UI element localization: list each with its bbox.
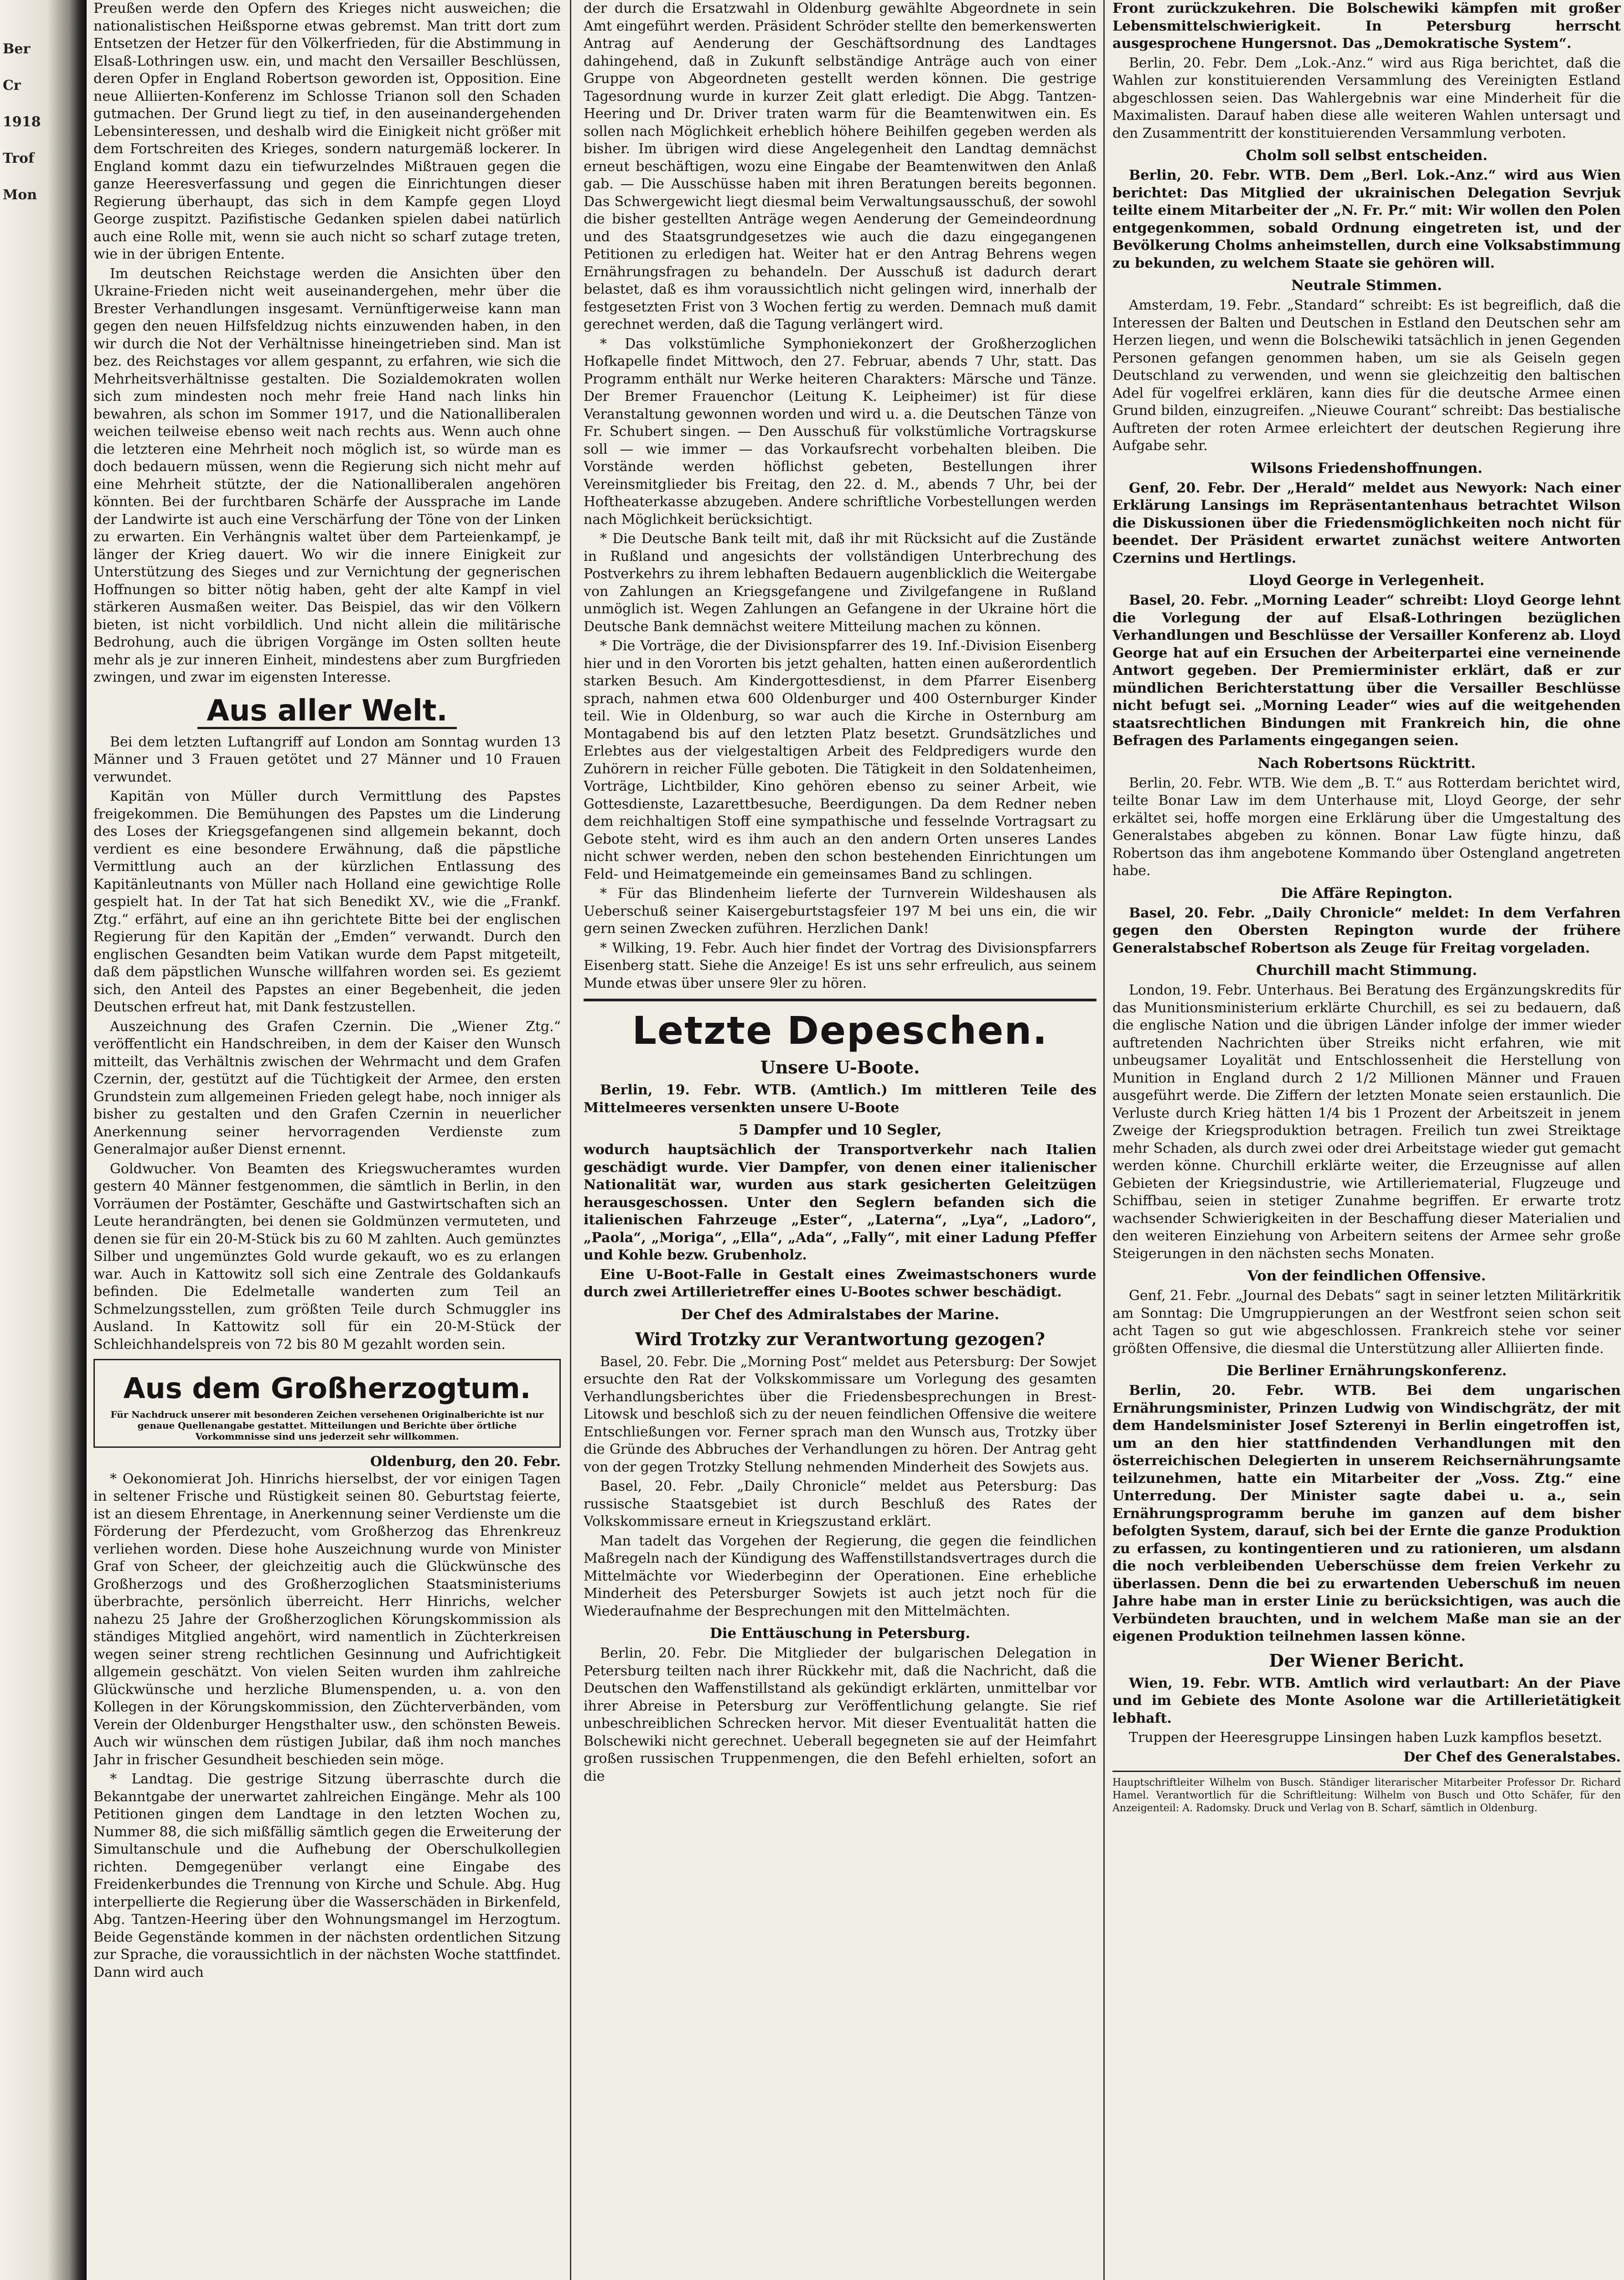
column-rule <box>1103 0 1105 2280</box>
dispatch: Man tadelt das Vorgehen der Regierung, die gegen die feindlichen Maßregeln nach der Kündigung des Waffenstillstandsvertrages durch die Mittelmächte vor Wiederbeginn der Operationen. Eine erhebliche Minderheit des Petersburger Sowjets ist auch jetzt noch für die Wiederaufnahme der Besprechungen mit den Mittelmächten. <box>584 1533 1096 1619</box>
dispatch: Genf, 20. Febr. Der „Herald“ meldet aus Newyork: Nach einer Erklärung Lansings im Repräsentantenhaus betrachtet Wilson die Diskussionen über die Friedensmöglichkeiten noch nicht für beendet. Der Präsident erwartet zunächst weitere Antworten Czernins und Hertlings. <box>1112 480 1621 566</box>
dispatch: Berlin, 20. Febr. WTB. Bei dem ungarischen Ernährungsminister, Prinzen Ludwig von Windischgrätz, der mit dem Handelsminister Josef Szterenyi in Berlin eingetroffen ist, um an den hier stattfindenden Verhandlungen mit den österreichischen Delegierten in unserem Reichsernährungsamte teilzunehmen, hatte ein Mitarbeiter der „Voss. Ztg.“ eine Unterredung. Der Minister sagte dabei u. a., sein Ernährungsprogramm beruhe im ganzen auf dem bisher befolgten System, darauf, sich bei der Ernte die ganze Produktion zu erfassen, zu kontingentieren und zu rationieren, um alsdann die noch verbleibenden Ueberschüsse dem freien Verkehr zu überlassen. Denn die bei zu erwartenden Ueberschuß im neuen Jahre habe man in erster Linie zu berücksichtigen, was auch die Verbündeten brauchten, und in welchem Maße man sie an der eigenen Produktion teilnehmen lassen könne. <box>1112 1383 1621 1644</box>
dispatch: Basel, 20. Febr. „Daily Chronicle“ meldet aus Petersburg: Das russische Staatsgebiet ist durch Beschluß des Rates der Volkskommissare erneut in Kriegszustand erklärt. <box>584 1478 1096 1530</box>
dispatch: Berlin, 20. Febr. Dem „Lok.-Anz.“ wird aus Riga berichtet, daß die Wahlen zur konstituierenden Versammlung des Vereinigten Estland abgeschlossen seien. Das Wahlergebnis war eine Minderheit für die Maximalisten. Darauf haben diese alle weiteren Wahlen untersagt und den Zusammentritt der konstituierenden Versammlung verboten. <box>1112 55 1621 141</box>
gutter-text <box>3 41 53 223</box>
news-item: * Die Deutsche Bank teilt mit, daß ihr mit Rücksicht auf die Zustände in Rußland und angesichts der vollständigen Unterbrechung des Postverkehrs zu ihrem lebhaften Bedauern augenblicklich die Weitergabe von Zahlungen an Kriegsgefangene und Zivilgefangene in Rußland unmöglich ist. Wegen Zahlungen an Gefangene in der Ukraine hört die Deutsche Bank demnächst weitere Mitteilung machen zu können. <box>584 531 1096 635</box>
subheading: Lloyd George in Verlegenheit. <box>1248 572 1485 589</box>
news-item: Auszeichnung des Grafen Czernin. Die „Wiener Ztg.“ veröffentlicht ein Handschreiben, in dem der Kaiser den Wunsch mitteilt, das Verhältnis zwischen der Wehrmacht und dem Grafen Czernin, der, gestützt auf die Tüchtigkeit der Armee, den ersten Grundstein zum allgemeinen Frieden gelegt habe, noch inniger als bisher zu gestalten und den Grafen Czernin in neuerlicher Anerkennung seiner hervorragenden Verdienste zum Generalmajor außer Dienst ernennt. <box>93 1018 561 1158</box>
dispatch: London, 19. Febr. Unterhaus. Bei Beratung des Ergänzungskredits für das Munitionsministerium erklärte Churchill, es sei zu bedauern, daß die englische Nation und die übrigen Länder infolge der immer wieder auftretenden Nachrichten über Streiks nicht erfahren, wie mit unbeugsamer Loyalität und Entschlossenheit die Herstellung von Munition in England durch 2 1/2 Millionen Männer und Frauen ausgeführt werde. Die Ziffern der letzten Monate seien erstaunlich. Die Verluste durch Krieg hätten 1/4 bis 1 Prozent der Arbeitszeit in jenem Zweige der Kriegsproduktion betragen. Freilich tun zwei Streiktage mehr Schaden, als durch zwei oder drei Arbeitstage wieder gut gemacht werden könne. Churchill erklärte weiter, die Erzeugnisse auf allen Gebieten der Kriegsindustrie, wie Artilleriematerial, Flugzeuge und Schiffbau, seien in stetiger Zunahme begriffen. Er erwarte trotz wachsender Schwierigkeiten in der Beschaffung dieser Materialien und den weiteren Einziehung von Arbeitern seitens der Armee sehr große Steigerungen in den nächsten sechs Monaten. <box>1112 982 1621 1262</box>
subheading: Die Berliner Ernährungskonferenz. <box>1226 1363 1507 1379</box>
subheading: Wird Trotzky zur Verantwortung gezogen? <box>635 1328 1045 1349</box>
column-3 <box>1112 0 1621 2280</box>
news-item: * Landtag. Die gestrige Sitzung überraschte durch die Bekanntgabe der unerwartet zahlreichen Eingänge. Mehr als 100 Petitionen gingen dem Landtage in den letzten Wochen zu, Nummer 88, die sich mißfällig sämtlich gegen die Erweiterung der Simultanschule und die Aufhebung der Oberschulkollegien richten. Demgegenüber verlangt eine Eingabe des Freidenkerbundes die Trennung von Kirche und Schule. Abg. Hug interpellierte die Regierung über die Wasserschäden in Birkenfeld, Abg. Tantzen-Heering über den Wohnungsmangel im Herzogtum. Beide Gegenstände kommen in der nächsten ordentlichen Sitzung zur Sprache, die voraussichtlich in der nächsten Woche stattfindet. Dann wird auch <box>93 1771 561 1980</box>
subheading: Neutrale Stimmen. <box>1291 277 1442 294</box>
subheading: Wilsons Friedenshoffnungen. <box>1251 460 1483 477</box>
news-item: * Die Vorträge, die der Divisionspfarrer des 19. Inf.-Division Eisenberg hier und in den Vororten bis jetzt gehalten, hatten einen außerordentlich starken Besuch. Am Kindergottesdienst, in dem Pfarrer Eisenberg sprach, nahmen etwa 600 Oldenburger und 400 Osternburger Kinder teil. Wie in Oldenburg, so war auch die Kirche in Osternburg am Montagabend bis auf den letzten Platz besetzt. Grundsätzliches und Erlebtes aus der vielgestaltigen Arbeit des Feldpredigers wurde den Zuhörern in reicher Fülle geboten. Die Tätigkeit in den Soldatenheimen, Vorträge, Lichtbilder, Kino gehören ebenso zu seiner Arbeit, wie Gottesdienste, Lazarettbesuche, Beerdigungen. Da dem Redner neben dem reichhaltigen Stoff eine sympathische und fesselnde Vortragsart zu Gebote steht, wird es ihm auch an den andern Orten unseres Landes nicht schwer werden, neben den schon bestehenden Einrichtungen um Feld- und Heimatgemeinde ein gemeinsames Band zu schlingen. <box>584 638 1096 882</box>
gutter-previous-page <box>0 0 87 2280</box>
subheading: Cholm soll selbst entscheiden. <box>1246 147 1488 164</box>
gutter-fragment: Mon <box>3 187 37 203</box>
news-item: Kapitän von Müller durch Vermittlung des Papstes freigekommen. Die Bemühungen des Papstes um die Linderung des Loses der Kriegsgefangenen sind allgemein bekannt, doch verdient es eine besondere Erwähnung, daß die päpstliche Vermittlung auch an der kürzlichen Entlassung des Kapitänleutnants von Müller nach Holland eine gewichtige Rolle gespielt hat. In der Tat hat sich Benedikt XV., wie die „Frankf. Ztg.“ erfährt, auf eine an ihn gerichtete Bitte bei der englischen Regierung für den Kapitän der „Emden“ verwandt. Durch den englischen Gesandten beim Vatikan wurde dem Papst mitgeteilt, daß dem päpstlichen Wunsche willfahren worden sei. Es geziemt sich, den Anteil des Papstes an einer Begebenheit, die jeden Deutschen erfreut hat, mit Dank festzustellen. <box>93 788 561 1016</box>
section-header-welt <box>93 695 561 729</box>
subheading: Von der feindlichen Offensive. <box>1247 1268 1486 1284</box>
gutter-fragment: Trof <box>3 150 34 166</box>
dispatch: Wien, 19. Febr. WTB. Amtlich wird verlautbart: An der Piave und im Gebiete des Monte Asolone war die Artillerietätigkeit lebhaft. <box>1112 1675 1621 1726</box>
subheading: Churchill macht Stimmung. <box>1256 962 1477 979</box>
news-item: * Für das Blindenheim lieferte der Turnverein Wildeshausen als Ueberschuß seiner Kaisergeburtstagsfeier 197 M bei uns ein, die wir gern seinen Zwecken zuführen. Herzlichen Dank! <box>584 886 1096 937</box>
article-paragraph: Preußen werde den Opfern des Krieges nicht ausweichen; die nationalistischen Heißsporne etwas gebremst. Man tritt dort zum Entsetzen der Hetzer für den Völkerfrieden, für die Abstimmung in Elsaß-Lothringen usw. ein, und macht den Versailler Beschlüssen, deren Opfer in England Robertson geworden ist, Opposition. Eine neue Alliierten-Konferenz im Schlosse Trianon soll den Schaden gutmachen. Der Grund liegt zu tief, in den auseinandergehenden Lebensinteressen, und deshalb wird die Einigkeit nicht größer mit dem Fortschreiten des Krieges, sondern naturgemäß lockerer. In England kommt dazu ein tiefwurzelndes Mißtrauen gegen die ganze Heeresverfassung und gegen die Einrichtungen dieser Regierung überhaupt, das sich in dem Kampfe gegen Lloyd George zuspitzt. Pazifistische Gedanken spielen dabei natürlich auch eine Rolle mit, wenn sie auch nicht so scharf zutage treten, wie in der übrigen Entente. <box>93 0 561 262</box>
dateline: Oldenburg, den 20. Febr. <box>370 1453 561 1470</box>
subheading: Die Affäre Repington. <box>1280 885 1453 902</box>
news-item: * Wilking, 19. Febr. Auch hier findet der Vortrag des Divisionspfarrers Eisenberg statt. Siehe die Anzeige! Es ist uns sehr erfreulich, aus seinem Munde etwas über unsere 9ler zu hören. <box>584 940 1096 991</box>
article-paragraph: Im deutschen Reichstage werden die Ansichten über den Ukraine-Frieden nicht weit auseinandergehen, mehr über die Brester Verhandlungen insgesamt. Vernünftigerweise kann man gegen den neuen Hilfsfeldzug nichts einzuwenden haben, in den wir durch die Not der Verhältnisse hineingetrieben sind. Man ist bez. des Reichstages vor allem gespannt, zu erfahren, wie sich die Mehrheitsverhältnisse gestalten. Die Sozialdemokraten wollen sich zum mindesten noch mehr freie Hand nach links hin bewahren, als schon im Sommer 1917, und die Nationalliberalen weichen teilweise ebenso weit nach rechts aus. Wenn auch ohne die letzteren eine Mehrheit noch möglich ist, so würde man es doch bedauern müssen, wenn die Regierung sich nicht mehr auf eine Mehrheit stützte, der die Nationalliberalen angehören könnten. Bei der furchtbaren Schärfe der Aussprache im Lande der Landwirte ist auch eine Verschärfung der Töne von der Linken zu erwarten. Ein Verhängnis waltet über dem Parteienkampf, je länger der Krieg dauert. Wo wir die innere Einigkeit zur Unterstützung des Sieges und zur Vernichtung der gegnerischen Hoffnungen so bitter nötig haben, geht der alte Kampf in viel stärkeren Ausmaßen weiter. Das Beispiel, das wir den Völkern bieten, ist nicht vorbildlich. Und nicht allein die militärische Bedrohung, auch die übrigen Vorgänge im Osten sollten heute mehr als je zur inneren Einheit, mindestens aber zum Burgfrieden zwingen, und zwar im eigensten Interesse. <box>93 265 561 685</box>
dispatch: Berlin, 20. Febr. WTB. Dem „Berl. Lok.-Anz.“ wird aus Wien berichtet: Das Mitglied der ukrainischen Delegation Sevrjuk teilte einem Mitarbeiter der „N. Fr. Pr.“ mit: Wir wollen den Polen entgegenkommen, sobald Ordnung eingetreten ist, und der Bevölkerung Cholms anheimstellen, durch eine Volksabstimmung zu bekunden, zu welchem Staate sie gehören will. <box>1112 167 1621 271</box>
subheading: Die Enttäuschung in Petersburg. <box>709 1625 971 1642</box>
dispatch: Berlin, 20. Febr. WTB. Wie dem „B. T.“ aus Rotterdam berichtet wird, teilte Bonar Law im dem Unterhause mit, Lloyd George, der sehr erkältet sei, hoffe morgen eine Erklärung über die Umgestaltung des Generalstabes abgeben zu können. Bonar Law fügte hinzu, daß Robertson das ihm angebotene Kommando über Ostengland angetreten habe. <box>1112 775 1621 879</box>
article-paragraph: der durch die Ersatzwahl in Oldenburg gewählte Abgeordnete in sein Amt eingeführt werden. Präsident Schröder stellte den bemerkenswerten Antrag auf Aenderung der Geschäftsordnung des Landtages dahingehend, daß in Zukunft selbständige Anträge auch von einer Gruppe von Abgeordneten gestellt werden können. Die gestrige Tagesordnung wurde in kurzer Zeit glatt erledigt. Die Abgg. Tantzen-Heering und Dr. Driver traten warm für die Beamtenwitwen ein. Es sollen nach Möglichkeit erheblich höhere Beihilfen gegeben werden als bisher. Im übrigen wird diese Angelegenheit den Landtag demnächst erneut beschäftigen, wozu eine Eingabe der Beamtenwitwen den Anlaß gab. — Die Ausschüsse haben mit ihren Beratungen bereits begonnen. Das Schwergewicht liegt diesmal beim Verwaltungsausschuß, der sowohl die bisher gestellten Anträge wegen Aenderung der Gemeindeordnung und des Staatsgrundgesetzes wie auch die dazu eingegangenen Petitionen zu erledigen hat. Weiter hat er den Antrag Behrens wegen Ernährungsfragen zu behandeln. Der Ausschuß ist dadurch derart belastet, daß es ihm voraussichtlich nicht gelingen wird, innerhalb der festgesetzten Frist von 3 Wochen fertig zu werden. Demnach muß damit gerechnet werden, daß die Tagung verlängert wird. <box>584 0 1096 332</box>
column-rule <box>570 0 571 2280</box>
news-item: Goldwucher. Von Beamten des Kriegswucheramtes wurden gestern 40 Männer festgenommen, die sämtlich in Berlin, in den Vorräumen der Postämter, Geschäfte und Gastwirtschaften sich an Leute herandrängten, bei denen sie Goldmünzen vermuteten, und denen sie für ein 20-M-Stück bis zu 60 M zahlten. Auch gemünztes Silber und ungemünztes Gold wurde gekauft, wo es zu erlangen war. Auch in Kattowitz soll sich eine Zentrale des Goldankaufs befinden. Die Edelmetalle wanderten zum Teil an Schmelzungsstellen, zum größten Teile durch Schmuggler ins Ausland. In Kattowitz soll für ein 20-M-Stück der Schleichhandelspreis von 72 bis 80 M gezahlt worden sein. <box>93 1161 561 1352</box>
dispatch: Truppen der Heeresgruppe Linsingen haben Luzk kampflos besetzt. <box>1129 1730 1603 1746</box>
dispatch: Basel, 20. Febr. „Daily Chronicle“ meldet: In dem Verfahren gegen den Obersten Repington wurde der frühere Generalstabschef Robertson als Zeuge für Freitag vorgeladen. <box>1112 905 1621 956</box>
dispatch: Amsterdam, 19. Febr. „Standard“ schreibt: Es ist begreiflich, daß die Interessen der Balten und Deutschen in Estland den Deutschen sehr am Herzen liegen, und wenn die Bolschewiki tatsächlich in jenen Gegenden Personen gefangen genommen haben, um sie als Geiseln gegen Deutschland zu verwenden, und wenn sie gleichzeitig den baltischen Adel für vogelfrei erklären, kann dies für die deutsche Armee einen Grund bilden, einzugreifen. „Nieuwe Courant“ schreibt: Das bestialische Auftreten der roten Armee erleichtert der deutschen Regierung ihre Aufgabe sehr. <box>1112 297 1621 454</box>
dispatch: Berlin, 20. Febr. Die Mitglieder der bulgarischen Delegation in Petersburg teilten nach ihrer Rückkehr mit, daß die Nachricht, daß die Deutschen den Waffenstillstand als gekündigt erklärten, unmittelbar vor ihrer Abreise in Petersburg zur Veröffentlichung gelangte. Sie rief unbeschreiblichen Schrecken hervor. Mit dieser Eventualität hatten die Bolschewiki nicht gerechnet. Ueberall begegneten sie auf der Heimfahrt großen russischen Truppenmengen, die den Befehl erhielten, sofort an die <box>584 1645 1096 1784</box>
imprint: Hauptschriftleiter Wilhelm von Busch. Ständiger literarischer Mitarbeiter Professor Dr. Richard Hamel. Verantwortlich für die Schriftleitung: Wilhelm von Busch und Otto Schäfer, für den Anzeigenteil: A. Radomsky. Druck und Verlag von B. Scharf, sämtlich in Oldenburg. <box>1112 1777 1621 1814</box>
subheading: Der Wiener Bericht. <box>1269 1650 1464 1671</box>
dispatch: Front zurückzukehren. Die Bolschewiki kämpfen mit großer Lebensmittelschwierigkeit. In Petersburg herrscht ausgesprochene Hungersnot. Das „Demokratische System“. <box>1112 0 1621 52</box>
gutter-fragment: Ber <box>3 41 31 57</box>
gutter-fragment: Cr <box>3 78 21 93</box>
news-item: * Das volkstümliche Symphoniekonzert der Großherzoglichen Hofkapelle findet Mittwoch, den 27. Februar, abends 7 Uhr, statt. Das Programm enthält nur Werke heiteren Charakters: Märsche und Tänze. Der Bremer Frauenchor (Leitung K. Leipheimer) ist für diese Veranstaltung gewonnen worden und wird u. a. die Deutschen Tänze von Fr. Schubert singen. — Den Ausschuß für volkstümliche Vortragskurse soll — wie immer — das Vorkaufsrecht vorbehalten bleiben. Die Vorstände werden höflichst gebeten, Bestellungen ihrer Vereinsmitglieder bis Freitag, den 22. d. M., abends 7 Uhr, bei der Hoftheaterkasse abzugeben. Andere schriftliche Vorbestellungen werden nach Möglichkeit berücksichtigt. <box>584 336 1096 528</box>
signature: Der Chef des Admiralstabes der Marine. <box>681 1306 999 1323</box>
signature: Der Chef des Generalstabes. <box>1403 1749 1621 1765</box>
subheading: Unsere U-Boote. <box>760 1057 920 1078</box>
section-divider <box>584 999 1096 1001</box>
section-title: Aus dem Großherzogtum. <box>123 1372 531 1405</box>
reprint-note: Für Nachdruck unserer mit besonderen Zeichen versehenen Originalberichte ist nur genaue Quellenangabe gestattet. Mitteilungen und Berichte über örtliche Vorkommnisse sind uns jederzeit sehr willkommen. <box>110 1409 544 1442</box>
column-2 <box>584 0 1096 2280</box>
dispatch: Basel, 20. Febr. Die „Morning Post“ meldet aus Petersburg: Der Sowjet ersuchte den Rat der Volkskommissare um Vorlegung des gesamten Verhandlungsberichtes über die Friedensbesprechungen in Brest-Litowsk und beschloß sich zu der neuen feindlichen Offensive die weitere Entschließungen vor. Ferner sprach man den Wunsch aus, Trotzky über die Gründe des Abbruches der Verhandlungen zu hören. Der Antrag geht von der gegen Trotzky Stellung nehmenden Minderheit des Sowjets aus. <box>584 1353 1096 1475</box>
section-header-grossherzogtum <box>93 1359 561 1447</box>
dispatch: Eine U-Boot-Falle in Gestalt eines Zweimastschoners wurde durch zwei Artillerietreffer eines U-Bootes schwer beschädigt. <box>584 1266 1096 1301</box>
news-item: Bei dem letzten Luftangriff auf London am Sonntag wurden 13 Männer und 3 Frauen getötet und 27 Männer und 10 Frauen verwundet. <box>93 734 561 785</box>
column-1 <box>93 0 561 2280</box>
section-title: Aus aller Welt. <box>197 695 456 729</box>
subheading: Nach Robertsons Rücktritt. <box>1257 755 1476 772</box>
highlight-line: 5 Dampfer und 10 Segler, <box>738 1122 942 1139</box>
dispatch: Genf, 21. Febr. „Journal des Debats“ sagt in seiner letzten Militärkritik am Sonntag: Die Umgruppierungen an der Westfront seien schon seit acht Tagen so gut wie abgeschlossen. Frankreich stehe vor seiner größten Offensive, die diesmal die Unterstützung aller Alliierten finde. <box>1112 1288 1621 1357</box>
gutter-fragment: 1918 <box>3 114 41 130</box>
dispatch: Berlin, 19. Febr. WTB. (Amtlich.) Im mittleren Teile des Mittelmeeres versenkten unsere U-Boote <box>584 1082 1096 1116</box>
section-title-depeschen: Letzte Depeschen. <box>632 1008 1048 1053</box>
dispatch: Basel, 20. Febr. „Morning Leader“ schreibt: Lloyd George lehnt die Vorlegung der auf Elsaß-Lothringen bezüglichen Verhandlungen und Beschlüsse der Versailler Konferenz ab. Lloyd George hat auf ein Ersuchen der Arbeiterpartei eine verneinende Antwort gegeben. Der Premierminister erklärt, daß er zur mündlichen Berichterstattung über die Versailler Beschlüsse nicht befugt sei. „Morning Leader“ wies auf die weitgehenden staatsrechtlichen Bindungen mit Frankreich hin, die ohne Befragen des Parlaments eingegangen seien. <box>1112 592 1621 749</box>
news-item: * Oekonomierat Joh. Hinrichs hierselbst, der vor einigen Tagen in seltener Frische und Rüstigkeit seinen 80. Geburtstag feierte, ist an diesem Ehrentage, in Anerkennung seiner Verdienste um die Förderung der Pferdezucht, vom Großherzog das Ehrenkreuz verliehen worden. Diese hohe Auszeichnung wurde von Minister Graf von Scheer, der gleichzeitig auch die Glückwünsche des Großherzogs und des Großherzoglichen Staatsministeriums überbrachte, persönlich überreicht. Herr Hinrichs, welcher nahezu 25 Jahre der Großherzoglichen Körungskommission als ständiges Mitglied angehört, wird namentlich in Züchterkreisen wegen seiner streng rechtlichen Gesinnung und Aufrichtigkeit allgemein geschätzt. Von vielen Seiten wurden ihm zahlreiche Glückwünsche und herzliche Blumenspenden, u. a. von den Kollegen in der Körungskommission, den Züchterverbänden, vom Verein der Oldenburger Hengsthalter usw., den schönsten Beweis. Auch wir wünschen dem rüstigen Jubilar, daß ihm noch manches Jahr in frischer Gesundheit beschieden sein möge. <box>93 1471 561 1768</box>
dispatch: wodurch hauptsächlich der Transportverkehr nach Italien geschädigt wurde. Vier Dampfer, von denen einer italienischer Nationalität war, wurden aus stark gesicherten Geleitzügen herausgeschossen. Unter den Seglern befanden sich die italienischen Fahrzeuge „Ester“, „Laterna“, „Lya“, „Ladoro“, „Paola“, „Moriga“, „Ella“, „Ada“, „Fally“, mit einer Ladung Pfeffer und Kohle bezw. Grubenholz. <box>584 1142 1096 1264</box>
imprint-divider <box>1112 1771 1621 1772</box>
